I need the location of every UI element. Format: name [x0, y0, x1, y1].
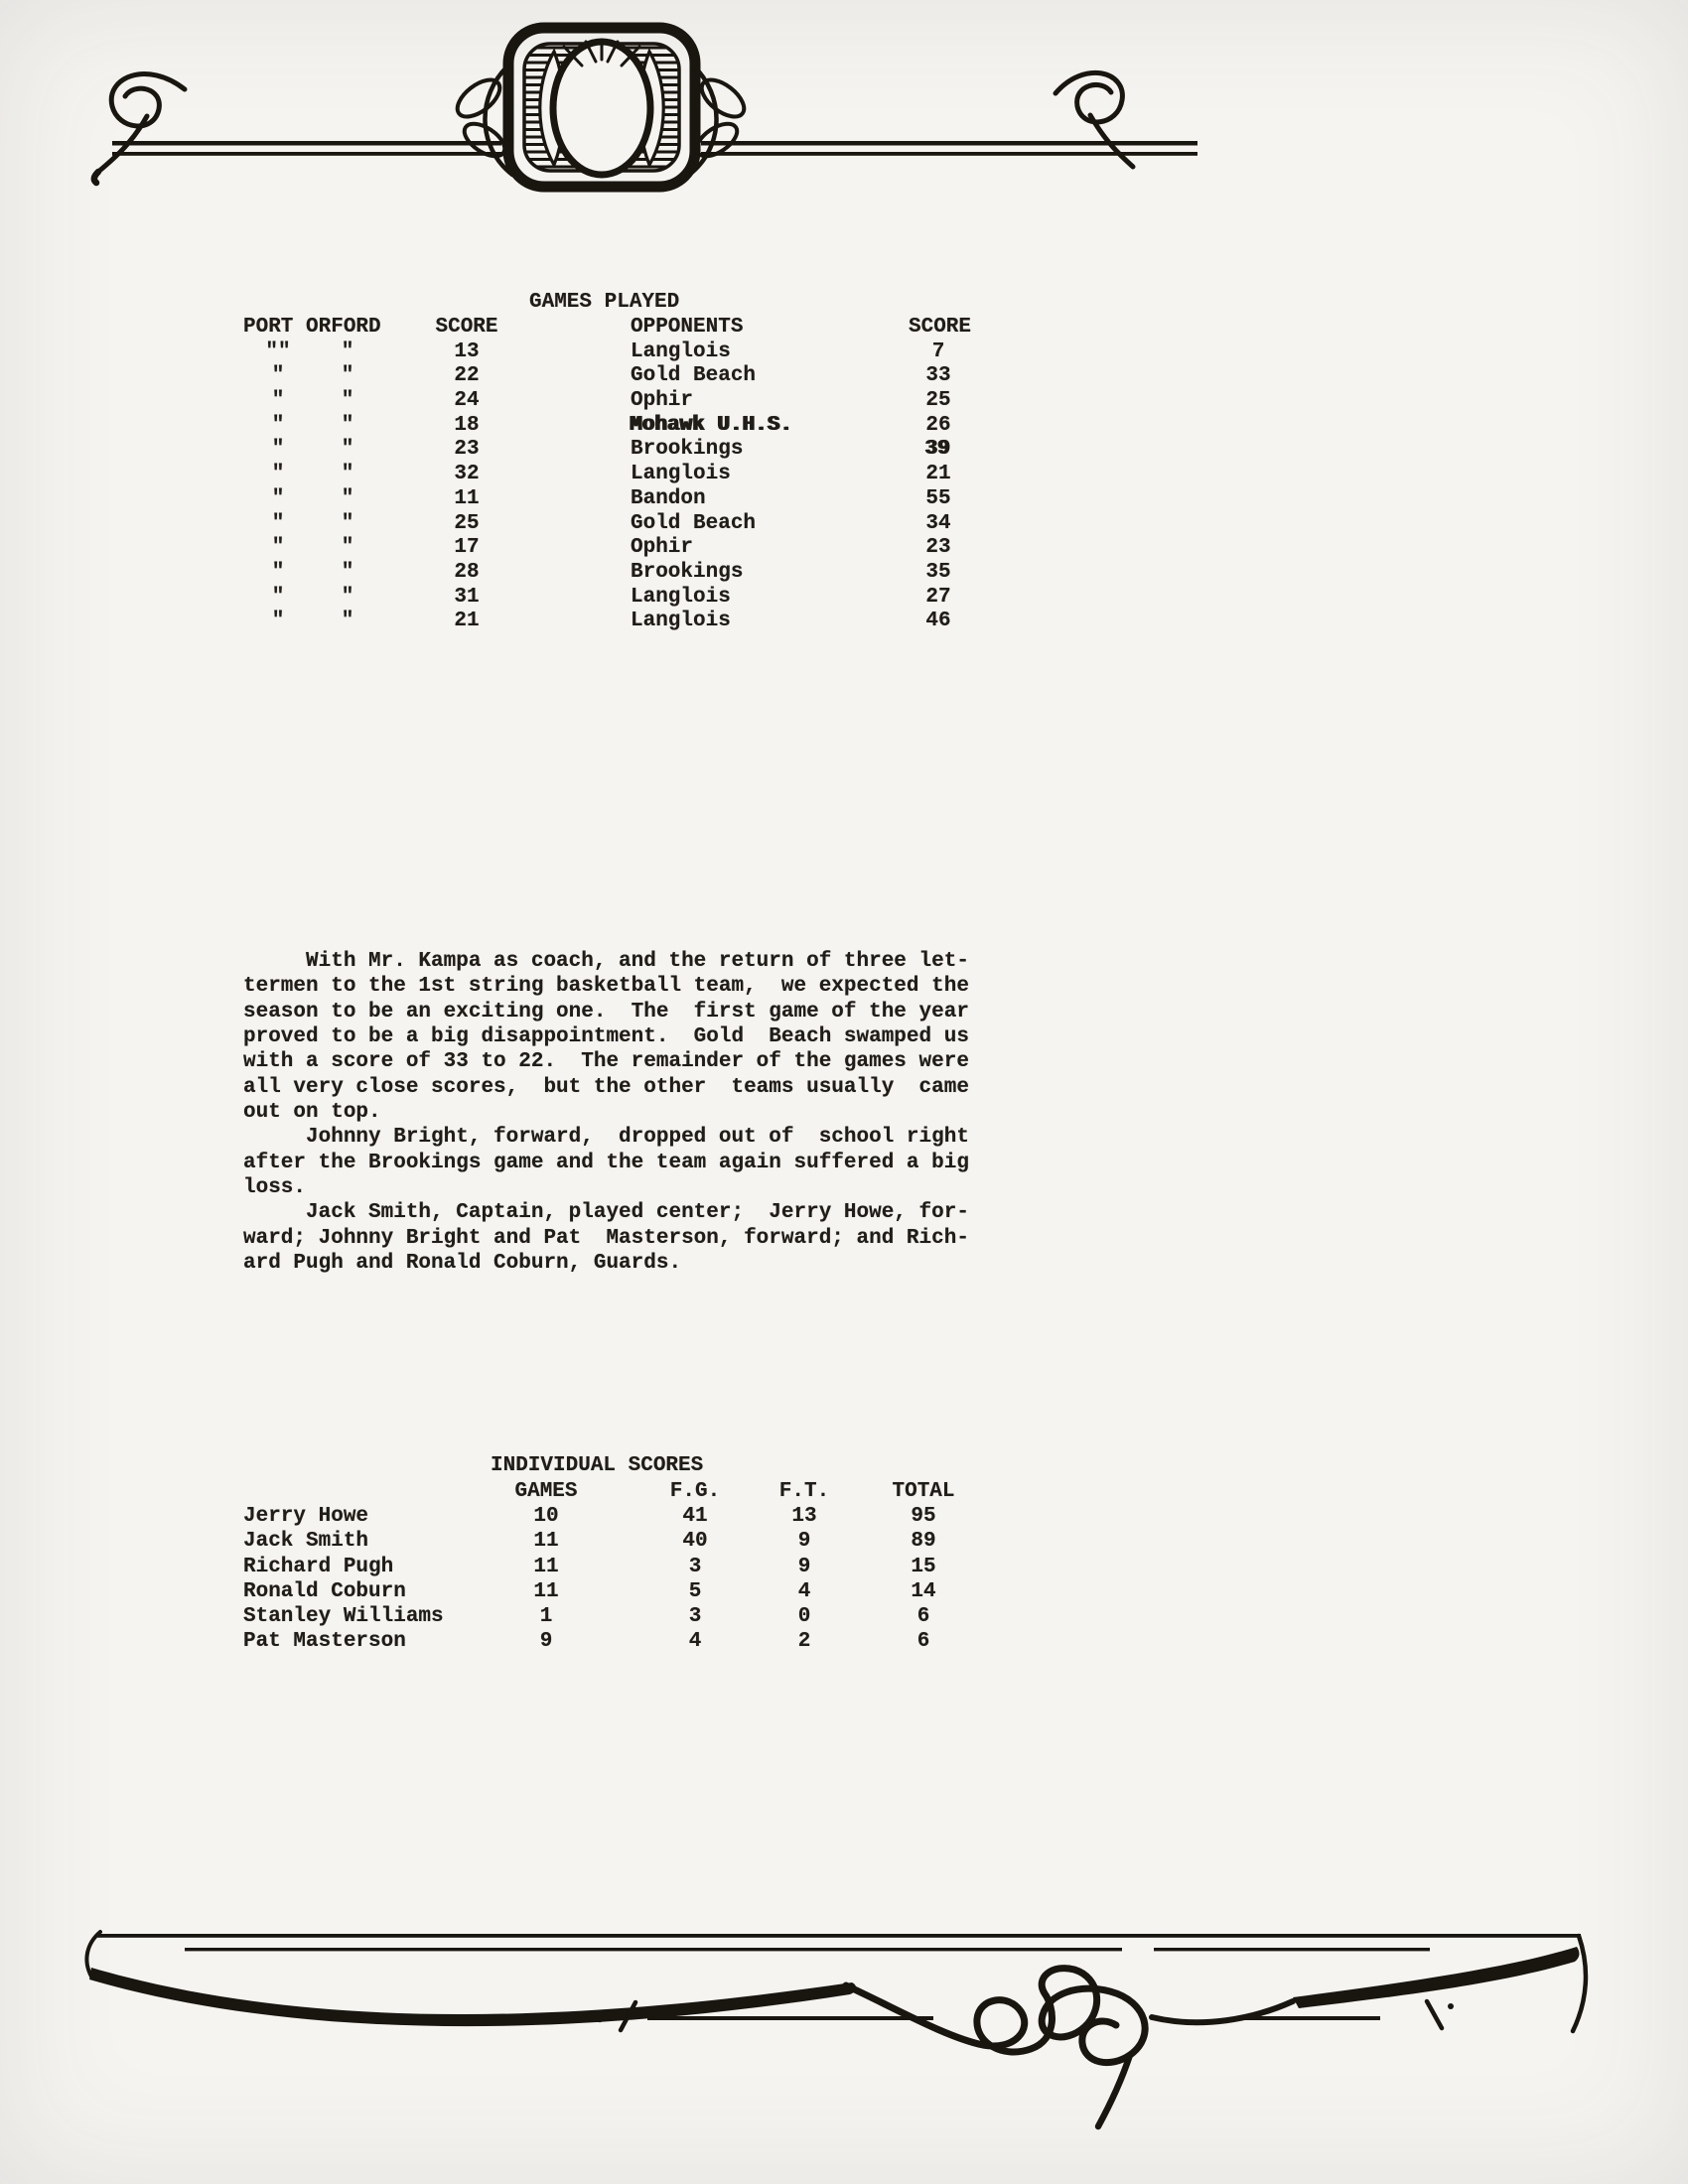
individual-scores-table [243, 1480, 978, 1655]
header-rule-right [701, 141, 1197, 146]
ditto-mark: " [341, 389, 354, 413]
footer-rule-top [97, 1934, 1581, 1938]
table-row [243, 1605, 978, 1630]
player-name: Jack Smith [243, 1530, 369, 1554]
opponent-name: Mohawk U.H.S. [631, 413, 793, 437]
team-score: 32 [454, 463, 480, 486]
total-points: 15 [911, 1555, 936, 1578]
ditto-mark: " [271, 389, 285, 413]
table-row [243, 463, 968, 487]
table-row [243, 487, 968, 512]
total-points: 6 [916, 1604, 930, 1628]
footer-ornament [0, 1898, 1688, 2146]
free-throws: 9 [797, 1530, 811, 1554]
opponent-score: 39 [925, 438, 951, 462]
team-score: 13 [454, 340, 480, 363]
opponent-score: 33 [925, 364, 951, 388]
header-left-flourish-icon [94, 74, 185, 183]
paragraph-line: with a score of 33 to 22. The remainder of the games were [243, 1050, 969, 1074]
games-count: 9 [539, 1630, 553, 1654]
table-row [243, 1505, 978, 1530]
basketball-badge-icon [508, 28, 695, 187]
total-points: 89 [911, 1530, 936, 1554]
table-row [243, 389, 968, 414]
opponent-name: Langlois [631, 463, 731, 486]
paragraph-line: ard Pugh and Ronald Coburn, Guards. [243, 1252, 682, 1276]
table-row [243, 1630, 978, 1655]
ditto-mark: " [341, 610, 354, 633]
ditto-mark: " [341, 585, 354, 609]
ditto-mark: " [271, 438, 285, 462]
paragraph-line: proved to be a big disappointment. Gold Beach swamped us [243, 1025, 969, 1049]
free-throws: 4 [797, 1579, 811, 1603]
ditto-mark: " [341, 413, 354, 437]
ditto-mark: " [271, 413, 285, 437]
games-count: 10 [533, 1505, 559, 1529]
season-summary-text [243, 949, 969, 1276]
team-score: 22 [454, 364, 480, 388]
opponent-score: 7 [931, 340, 945, 363]
paragraph-line: With Mr. Kampa as coach, and the return of three let- [243, 950, 969, 973]
ditto-mark: " [271, 536, 285, 560]
ditto-mark: " [341, 364, 354, 388]
individual-table-header [243, 1480, 978, 1505]
team-score: 18 [454, 413, 480, 437]
opponent-score: 23 [925, 536, 951, 560]
table-row [243, 610, 968, 634]
column-header-score: SCORE [435, 316, 498, 339]
field-goals: 41 [682, 1505, 708, 1529]
footer-center-flourish-icon [846, 1969, 1293, 2126]
footer-wave-right [1293, 1947, 1579, 2008]
opponent-score: 21 [925, 463, 951, 486]
column-header-team: PORT ORFORD [243, 316, 381, 339]
opponent-score: 25 [925, 389, 951, 413]
ditto-mark: " [341, 438, 354, 462]
table-row [243, 561, 968, 586]
ditto-mark: " [271, 610, 285, 633]
paragraph-line: loss. [243, 1176, 307, 1200]
opponent-score: 27 [925, 585, 951, 609]
opponent-name: Langlois [631, 585, 731, 609]
total-points: 14 [911, 1579, 936, 1603]
paragraph-line: termen to the 1st string basketball team, we expected the [243, 975, 969, 999]
ditto-mark: " [341, 511, 354, 535]
free-throws: 9 [797, 1555, 811, 1578]
total-points: 95 [911, 1505, 936, 1529]
total-points: 6 [916, 1630, 930, 1654]
table-row [243, 1556, 978, 1580]
table-row [243, 364, 968, 389]
ditto-mark: " [271, 463, 285, 486]
opponent-name: Gold Beach [631, 364, 757, 388]
field-goals: 5 [688, 1579, 702, 1603]
ditto-mark: " [271, 585, 285, 609]
field-goals: 3 [688, 1555, 702, 1578]
table-row [243, 341, 968, 365]
games-count: 11 [533, 1530, 559, 1554]
team-score: 24 [454, 389, 480, 413]
header-ornament [0, 0, 1688, 238]
games-count: 1 [539, 1604, 553, 1628]
ditto-mark: " [341, 486, 354, 510]
ditto-mark: " [271, 486, 285, 510]
column-header-opponents: OPPONENTS [631, 316, 744, 339]
column-header-opp-score: SCORE [909, 316, 972, 339]
team-score: 28 [454, 560, 480, 584]
player-name: Ronald Coburn [243, 1579, 406, 1603]
opponent-name: Langlois [631, 610, 731, 633]
games-played-title: GAMES PLAYED [529, 291, 680, 314]
opponent-name: Brookings [631, 438, 744, 462]
opponent-name: Ophir [631, 536, 694, 560]
team-score: 21 [454, 610, 480, 633]
opponent-score: 34 [925, 511, 951, 535]
table-row [243, 414, 968, 439]
table-row [243, 438, 968, 463]
games-table-header [243, 316, 972, 341]
games-played-table [243, 316, 972, 634]
paragraph-line: after the Brookings game and the team again suffered a big [243, 1151, 969, 1174]
individual-scores-title: INDIVIDUAL SCORES [491, 1454, 704, 1477]
field-goals: 4 [688, 1630, 702, 1654]
footer-rule-second-right [1154, 1948, 1430, 1951]
games-count: 11 [533, 1555, 559, 1578]
opponent-score: 35 [925, 560, 951, 584]
player-name: Jerry Howe [243, 1505, 369, 1529]
opponent-name: Ophir [631, 389, 694, 413]
free-throws: 2 [797, 1630, 811, 1654]
ditto-mark: " [341, 536, 354, 560]
ditto-mark: " [271, 560, 285, 584]
column-header-total: TOTAL [892, 1480, 955, 1503]
ditto-mark: " [271, 364, 285, 388]
free-throws: 13 [791, 1505, 817, 1529]
field-goals: 3 [688, 1604, 702, 1628]
opponent-name: Gold Beach [631, 511, 757, 535]
free-throws: 0 [797, 1604, 811, 1628]
team-score: 25 [454, 511, 480, 535]
opponent-score: 26 [925, 413, 951, 437]
ditto-mark: " [341, 340, 354, 363]
paragraph-line: season to be an exciting one. The first game of the year [243, 1000, 969, 1024]
table-row [243, 512, 968, 537]
team-score: 11 [454, 486, 480, 510]
player-name: Richard Pugh [243, 1555, 394, 1578]
paragraph-line: out on top. [243, 1101, 381, 1125]
table-row [243, 1580, 978, 1605]
column-header-games: GAMES [514, 1480, 578, 1503]
table-row [243, 1530, 978, 1555]
team-score: 23 [454, 438, 480, 462]
player-name: Stanley Williams [243, 1604, 444, 1628]
opponent-name: Langlois [631, 340, 731, 363]
ditto-mark: " [271, 511, 285, 535]
team-score: 17 [454, 536, 480, 560]
ditto-mark: "" [265, 340, 291, 363]
paragraph-line: Johnny Bright, forward, dropped out of school right [243, 1126, 969, 1150]
field-goals: 40 [682, 1530, 708, 1554]
opponent-score: 46 [925, 610, 951, 633]
ditto-mark: " [341, 560, 354, 584]
ditto-mark: " [341, 463, 354, 486]
footer-rule-second-left [185, 1948, 1122, 1951]
paragraph-line: Jack Smith, Captain, played center; Jerry Howe, for- [243, 1201, 969, 1225]
header-rule-left [112, 141, 501, 146]
table-row [243, 586, 968, 611]
opponent-score: 55 [925, 486, 951, 510]
paragraph-line: all very close scores, but the other teams usually came [243, 1075, 969, 1099]
column-header-fg: F.G. [669, 1480, 721, 1503]
column-header-ft: F.T. [778, 1480, 830, 1503]
opponent-name: Bandon [631, 486, 706, 510]
paragraph-line: ward; Johnny Bright and Pat Masterson, forward; and Rich- [243, 1226, 969, 1250]
table-row [243, 536, 968, 561]
opponent-name: Brookings [631, 560, 744, 584]
team-score: 31 [454, 585, 480, 609]
games-count: 11 [533, 1579, 559, 1603]
player-name: Pat Masterson [243, 1630, 406, 1654]
